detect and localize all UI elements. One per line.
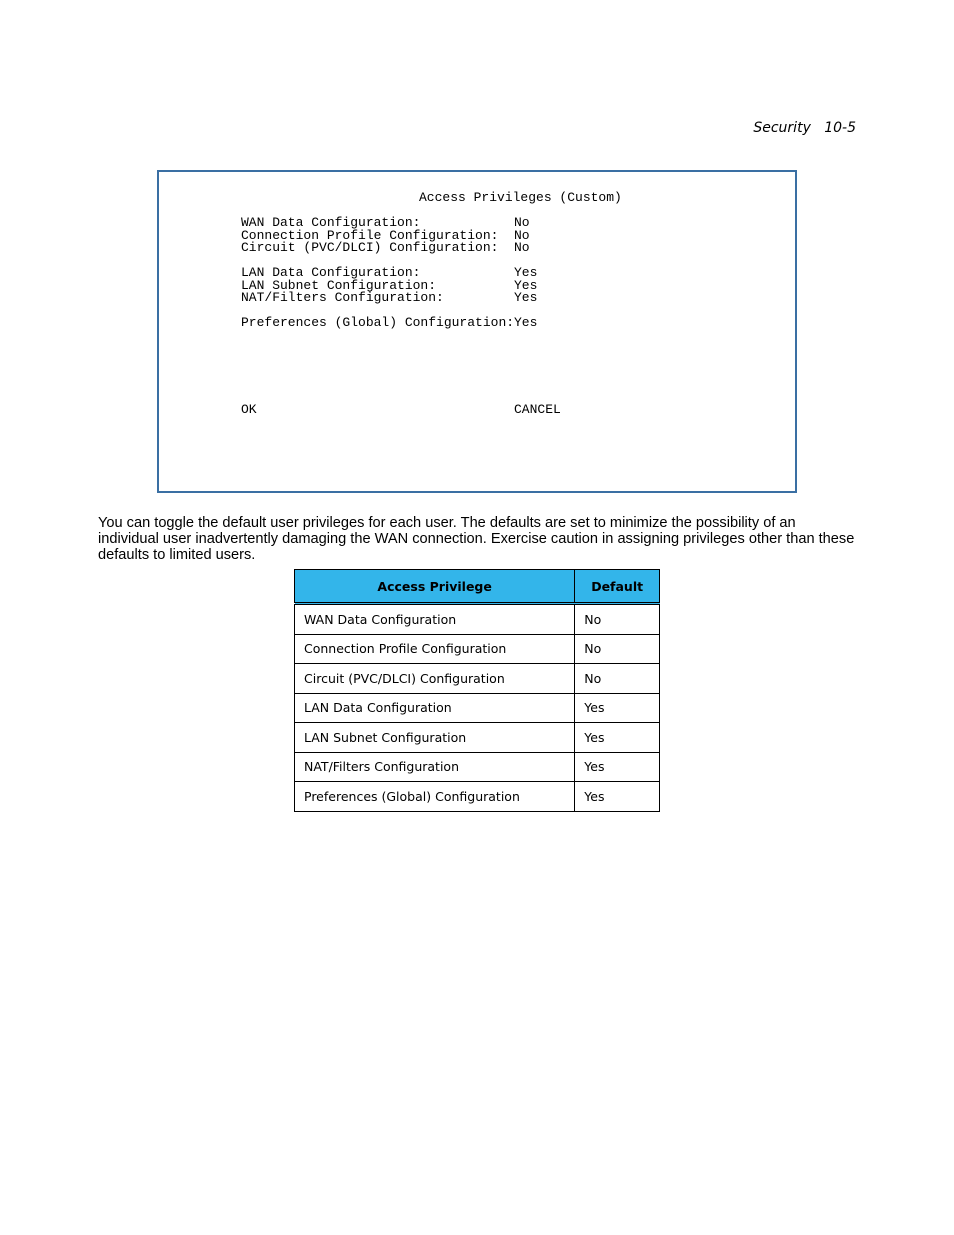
table-row	[295, 604, 660, 635]
setting-label: Connection Profile Configuration:	[241, 227, 499, 243]
body-paragraph: You can toggle the default user privileges for each user. The defaults are set to minimize the possibility of an individual user inadvertently damaging the WAN connection. Exercise caution in assigning privileges other than these defaults to limited users.	[98, 514, 855, 563]
privilege-cell: LAN Subnet Configuration	[295, 723, 575, 753]
setting-label: LAN Data Configuration:	[241, 265, 421, 280]
default-cell: No	[575, 634, 660, 664]
default-cell: Yes	[575, 782, 660, 812]
privilege-cell: Circuit (PVC/DLCI) Configuration	[295, 664, 575, 694]
setting-label: Preferences (Global) Configuration:	[241, 315, 515, 330]
setting-label: Circuit (PVC/DLCI) Configuration:	[241, 240, 499, 255]
setting-label: WAN Data Configuration:	[241, 215, 421, 230]
default-cell: No	[575, 604, 660, 635]
table-row	[295, 634, 660, 664]
default-cell: Yes	[575, 752, 660, 782]
default-cell: Yes	[575, 693, 660, 723]
terminal-screen	[157, 170, 797, 493]
setting-value[interactable]: Yes	[514, 290, 538, 305]
setting-value[interactable]: No	[514, 215, 530, 230]
privileges-table	[294, 569, 660, 812]
setting-label: NAT/Filters Configuration:	[241, 290, 444, 305]
page-number: 10-5	[824, 120, 856, 136]
privilege-cell: Preferences (Global) Configuration	[295, 782, 575, 812]
table-row	[295, 782, 660, 812]
table-row	[295, 752, 660, 782]
default-cell: Yes	[575, 723, 660, 753]
ok-button[interactable]: OK	[241, 402, 257, 417]
table-header-row	[295, 570, 660, 604]
table-row	[295, 723, 660, 753]
page-header	[753, 120, 856, 136]
setting-value[interactable]: No	[514, 240, 530, 255]
table-row	[295, 664, 660, 694]
setting-value[interactable]: No	[514, 227, 530, 243]
default-cell: No	[575, 664, 660, 694]
section-title: Security	[753, 120, 811, 136]
table-row	[295, 693, 660, 723]
setting-value[interactable]: Yes	[514, 315, 538, 330]
privilege-cell: WAN Data Configuration	[295, 604, 575, 635]
column-header-default: Default	[575, 570, 660, 604]
column-header-privilege: Access Privilege	[295, 570, 575, 604]
privilege-cell: NAT/Filters Configuration	[295, 752, 575, 782]
privilege-cell: Connection Profile Configuration	[295, 634, 575, 664]
screen-title: Access Privileges (Custom)	[419, 190, 622, 205]
privilege-cell: LAN Data Configuration	[295, 693, 575, 723]
cancel-button[interactable]: CANCEL	[514, 402, 561, 417]
setting-label: LAN Subnet Configuration:	[241, 277, 437, 293]
setting-value[interactable]: Yes	[514, 277, 538, 293]
setting-value[interactable]: Yes	[514, 265, 538, 280]
